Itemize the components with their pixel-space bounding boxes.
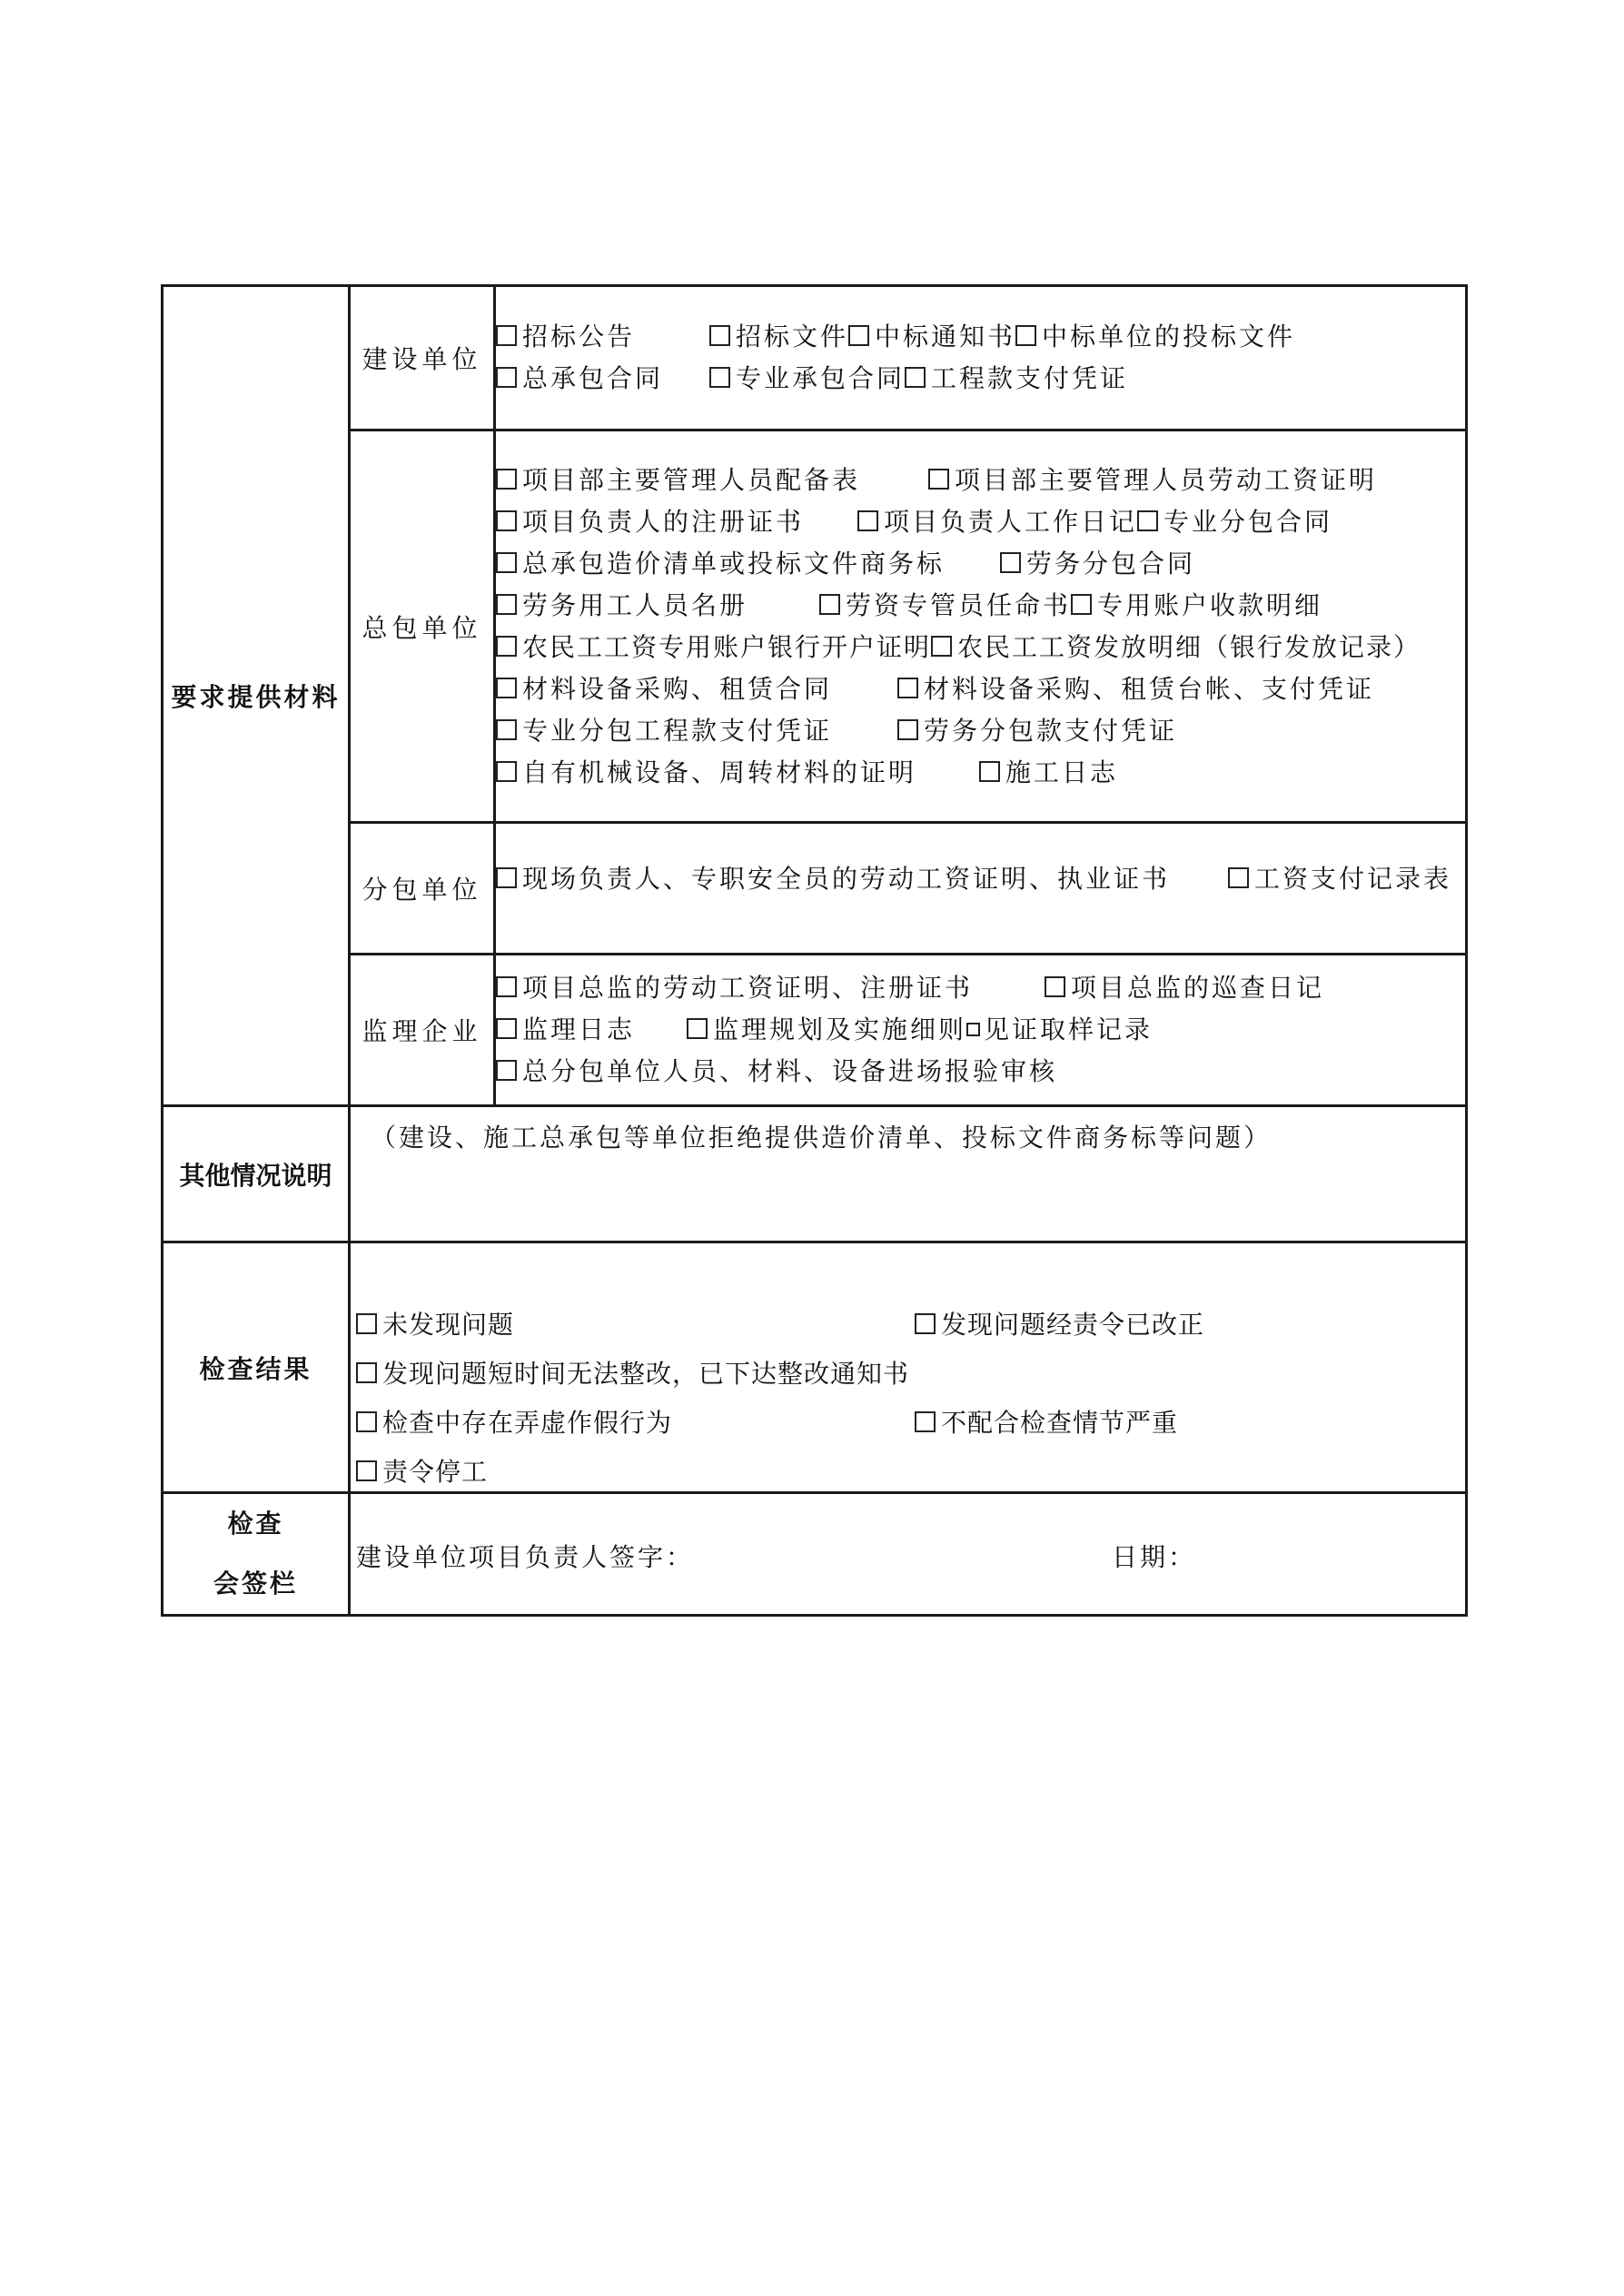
signoff-label-line2: 会签栏	[213, 1569, 298, 1598]
checkbox-item[interactable]: 专业分包工程款支付凭证	[496, 710, 897, 752]
checkbox-item[interactable]: 总承包合同	[496, 358, 709, 400]
section-signoff	[163, 1493, 1467, 1616]
checkbox-icon[interactable]	[496, 367, 517, 388]
section-inspection-result	[163, 1242, 1467, 1493]
checkbox-icon[interactable]	[1228, 867, 1249, 888]
checkbox-icon[interactable]	[857, 510, 878, 531]
unit-label-construction: 建设单位	[350, 286, 495, 430]
checkbox-item[interactable]: 劳务用工人员名册	[496, 585, 819, 627]
item-row	[496, 501, 1465, 543]
checkbox-item[interactable]: 施工日志	[979, 752, 1118, 794]
checkbox-icon[interactable]	[1137, 510, 1158, 531]
checkbox-icon[interactable]	[356, 1362, 377, 1383]
checkbox-item[interactable]: 劳务分包合同	[1000, 543, 1195, 585]
checkbox-icon[interactable]	[709, 367, 730, 388]
section-subcontractor	[163, 823, 1467, 955]
checkbox-item[interactable]: 专业分包合同	[1137, 501, 1332, 543]
item-row	[496, 585, 1465, 627]
unit-label-subcontractor: 分包单位	[350, 823, 495, 955]
result-option[interactable]: 发现问题经责令已改正	[915, 1305, 1204, 1341]
checkbox-item[interactable]: 项目总监的巡查日记	[1045, 967, 1324, 1009]
item-row	[496, 316, 1465, 358]
checkbox-icon[interactable]	[1000, 552, 1021, 573]
item-row	[496, 358, 1465, 400]
checkbox-icon[interactable]	[496, 867, 517, 888]
checkbox-icon[interactable]	[496, 1018, 517, 1039]
checkbox-icon[interactable]	[496, 976, 517, 997]
checkbox-item[interactable]: 农民工工资发放明细（银行发放记录）	[931, 632, 1421, 662]
item-row	[496, 543, 1465, 585]
checkbox-item[interactable]: 监理日志	[496, 1009, 687, 1051]
signoff-cell	[350, 1493, 1467, 1616]
checkbox-item[interactable]: 材料设备采购、租赁台帐、支付凭证	[897, 668, 1374, 710]
section-construction-unit	[163, 286, 1467, 430]
checkbox-icon[interactable]	[687, 1018, 708, 1039]
checkbox-item[interactable]: 中标通知书	[848, 316, 1015, 358]
checkbox-icon[interactable]	[905, 367, 926, 388]
result-option[interactable]: 责令停工	[356, 1452, 488, 1489]
checkbox-icon[interactable]	[496, 325, 517, 346]
checkbox-icon[interactable]	[496, 719, 517, 740]
checkbox-icon[interactable]	[1015, 325, 1036, 346]
checkbox-icon[interactable]	[496, 469, 517, 490]
item-row	[496, 752, 1465, 794]
checkbox-icon[interactable]	[356, 1313, 377, 1334]
result-options	[351, 1245, 1465, 1490]
checkbox-item[interactable]: 招标公告	[496, 316, 709, 358]
checkbox-icon[interactable]	[1045, 976, 1065, 997]
item-row	[496, 1009, 1465, 1051]
signoff-label-line1: 检查	[227, 1509, 284, 1539]
checkbox-icon[interactable]	[848, 325, 869, 346]
item-row	[496, 710, 1465, 752]
checkbox-icon[interactable]	[496, 1060, 517, 1081]
checkbox-item[interactable]: 项目负责人的注册证书	[496, 501, 857, 543]
checkbox-icon[interactable]	[1071, 594, 1092, 615]
section-general-contractor	[163, 430, 1467, 823]
checkbox-item[interactable]: 专业承包合同	[709, 358, 905, 400]
checkbox-item[interactable]: 工资支付记录表	[1228, 858, 1451, 900]
result-option[interactable]: 发现问题短时间无法整改，已下达整改通知书	[356, 1354, 909, 1390]
checkbox-item[interactable]: 总分包单位人员、材料、设备进场报验审核	[496, 1051, 1057, 1093]
materials-section-label: 要求提供材料	[163, 286, 350, 1106]
result-section-label: 检查结果	[163, 1242, 350, 1493]
section-other-notes	[163, 1106, 1467, 1242]
unit-items-construction	[495, 286, 1467, 430]
other-notes-hint: （建设、施工总承包等单位拒绝提供造价清单、投标文件商务标等问题）	[371, 1123, 1272, 1153]
checkbox-item[interactable]: 见证取样记录	[966, 1009, 1153, 1051]
checkbox-item[interactable]: 中标单位的投标文件	[1015, 316, 1295, 358]
checkbox-icon[interactable]	[496, 678, 517, 698]
section-supervisor	[163, 955, 1467, 1106]
date-field-label[interactable]: 日期：	[1112, 1542, 1197, 1572]
checkbox-icon[interactable]	[915, 1411, 936, 1432]
checkbox-item[interactable]: 项目总监的劳动工资证明、注册证书	[496, 967, 1045, 1009]
item-row	[496, 858, 1465, 900]
item-row	[496, 1051, 1465, 1093]
checkbox-icon[interactable]	[897, 678, 918, 698]
checkbox-item[interactable]: 项目负责人工作日记	[857, 501, 1137, 543]
signoff-row	[351, 1494, 1465, 1614]
checkbox-icon[interactable]	[966, 1023, 980, 1036]
unit-label-supervisor: 监理企业	[350, 955, 495, 1106]
result-option[interactable]: 不配合检查情节严重	[915, 1403, 1178, 1440]
unit-items-subcontractor	[495, 823, 1467, 955]
other-notes-cell[interactable]	[350, 1106, 1467, 1242]
item-row	[496, 627, 1465, 668]
checkbox-item[interactable]: 材料设备采购、租赁合同	[496, 668, 897, 710]
checkbox-item[interactable]: 招标文件	[709, 316, 848, 358]
checkbox-icon[interactable]	[709, 325, 730, 346]
checkbox-icon[interactable]	[928, 469, 949, 490]
checkbox-icon[interactable]	[897, 719, 918, 740]
unit-label-general-contractor: 总包单位	[350, 430, 495, 823]
checkbox-icon[interactable]	[496, 552, 517, 573]
checkbox-item[interactable]: 专用账户收款明细	[1071, 585, 1322, 627]
other-section-label: 其他情况说明	[163, 1106, 350, 1242]
checkbox-icon[interactable]	[356, 1460, 377, 1481]
checkbox-icon[interactable]	[496, 594, 517, 615]
checkbox-icon[interactable]	[496, 510, 517, 531]
checkbox-item[interactable]: 农民工工资专用账户银行开户证明	[496, 632, 931, 662]
checkbox-item[interactable]: 工程款支付凭证	[905, 358, 1128, 400]
unit-items-general-contractor	[495, 430, 1467, 823]
checkbox-item[interactable]: 总承包造价清单或投标文件商务标	[496, 543, 1000, 585]
result-options-cell	[350, 1242, 1467, 1493]
item-row	[496, 967, 1465, 1009]
unit-items-supervisor	[495, 955, 1467, 1106]
checkbox-item[interactable]: 自有机械设备、周转材料的证明	[496, 752, 979, 794]
checkbox-icon[interactable]	[819, 594, 840, 615]
checkbox-icon[interactable]	[979, 761, 1000, 782]
checkbox-item[interactable]: 现场负责人、专职安全员的劳动工资证明、执业证书	[496, 858, 1228, 900]
checkbox-icon[interactable]	[496, 636, 517, 657]
result-option[interactable]: 未发现问题	[356, 1305, 514, 1341]
result-option[interactable]: 检查中存在弄虚作假行为	[356, 1403, 672, 1440]
checkbox-icon[interactable]	[915, 1313, 936, 1334]
signature-field-label[interactable]: 建设单位项目负责人签字：	[356, 1542, 695, 1572]
item-row	[496, 668, 1465, 710]
checkbox-item[interactable]: 监理规划及实施细则	[687, 1009, 966, 1051]
checkbox-icon[interactable]	[496, 761, 517, 782]
checkbox-item[interactable]: 劳务分包款支付凭证	[897, 710, 1177, 752]
item-row	[496, 460, 1465, 501]
checkbox-item[interactable]: 项目部主要管理人员劳动工资证明	[928, 460, 1377, 501]
signoff-section-label	[163, 1493, 350, 1616]
checkbox-icon[interactable]	[931, 636, 952, 657]
checkbox-item[interactable]: 劳资专管员任命书	[819, 585, 1071, 627]
checkbox-item[interactable]: 项目部主要管理人员配备表	[496, 460, 928, 501]
inspection-form-table	[161, 284, 1468, 1617]
checkbox-icon[interactable]	[356, 1411, 377, 1432]
